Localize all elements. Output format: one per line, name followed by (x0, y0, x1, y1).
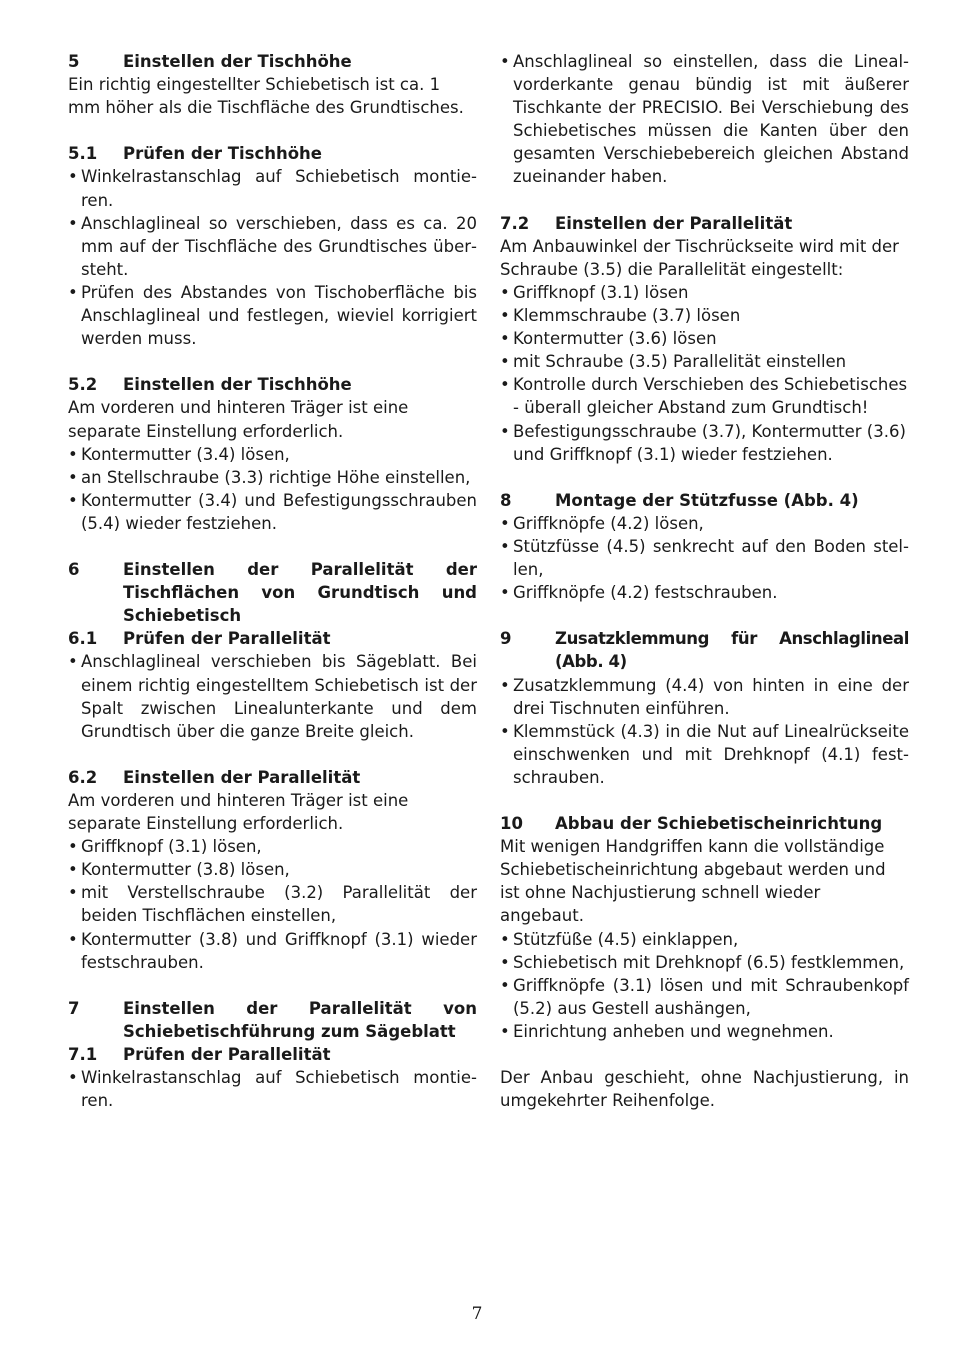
section-7-2 (500, 212, 909, 466)
section-5-2 (68, 373, 477, 535)
list-item: • Klemmschraube (3.7) lösen (500, 304, 909, 327)
closing-paragraph (500, 1066, 909, 1112)
list-item: • Griffknöpfe (3.1) lösen und mit Schraubenkopf (5.2) aus Gestell aushängen, (500, 974, 909, 1020)
section-heading: 5.2 Einstellen der Tischhöhe (68, 375, 352, 395)
section-7-1-continued (500, 50, 909, 189)
section-heading: 8 Montage der Stützfusse (Abb. 4) (500, 490, 859, 510)
section-heading: 6.2 Einstellen der Parallelität (68, 767, 361, 787)
list-item: • Stützfüsse (4.5) senkrecht auf den Boden stellen, (500, 535, 909, 581)
paragraph: Am Anbauwinkel der Tischrückseite wird mit der Schraube (3.5) die Parallelität eingestellt: (500, 236, 899, 279)
list-item: • Kontermutter (3.4) und Befestigungsschrauben (5.4) wieder festziehen. (68, 489, 477, 535)
paragraph: Am vorderen und hinteren Träger ist eine separate Einstellung erforderlich. (68, 791, 409, 834)
list-item: • Winkelrastanschlag auf Schiebetisch montieren. (68, 1066, 477, 1112)
list-item: • mit Schraube (3.5) Parallelität einstellen (500, 350, 909, 373)
paragraph: Der Anbau geschieht, ohne Nachjustierung, in umgekehrter Reihenfolge. (500, 1068, 909, 1111)
paragraph: Mit wenigen Handgriffen kann die vollständige Schiebetischeinrichtung abgebaut werden und ist ohne Nachjustierung schnell wieder angebaut. (500, 837, 886, 926)
page-number: 7 (471, 1304, 483, 1324)
subsection-heading-6-1: 6.1 Prüfen der Parallelität (68, 629, 331, 649)
list-item: • Winkelrastanschlag auf Schiebetisch montieren. (68, 165, 477, 211)
section-6-2 (68, 766, 477, 974)
list-item: • Klemmstück (4.3) in die Nut auf Linealrückseite einschwenken und mit Drehknopf (4.1) festschrauben. (500, 720, 909, 789)
section-7 (68, 997, 477, 1112)
list-item: • Kontermutter (3.4) lösen, (68, 443, 477, 466)
list-item: • Griffknöpfe (4.2) festschrauben. (500, 581, 909, 604)
list-item: • Kontermutter (3.8) und Griffknopf (3.1) wieder festschrauben. (68, 928, 477, 974)
section-heading: 7 Einstellen der Parallelität von Schiebetischführung zum Sägeblatt (68, 998, 477, 1041)
list-item: • Einrichtung anheben und wegnehmen. (500, 1020, 909, 1043)
list-item: • Anschlaglineal so verschieben, dass es ca. 20 mm auf der Tischfläche des Grundtisches übersteht. (68, 212, 477, 281)
list-item: • Prüfen des Abstandes von Tischoberfläche bis Anschlaglineal und festlegen, wieviel korrigiert werden muss. (68, 281, 477, 350)
section-heading: 5 Einstellen der Tischhöhe (68, 52, 352, 71)
section-10 (500, 812, 909, 1043)
list-item: • mit Verstellschraube (3.2) Parallelität der beiden Tischflächen einstellen, (68, 881, 477, 927)
list-item: • Zusatzklemmung (4.4) von hinten in eine der drei Tischnuten einführen. (500, 674, 909, 720)
list-item: • Kontermutter (3.6) lösen (500, 327, 909, 350)
left-column (68, 50, 477, 1135)
paragraph: Ein richtig eingestellter Schiebetisch ist ca. 1 mm höher als die Tischfläche des Grundtisches. (68, 75, 464, 118)
list-item: • Kontrolle durch Verschieben des Schiebetisches - überall gleicher Abstand zum Grundtisch! (500, 373, 909, 419)
section-heading: 9 Zusatzklemmung für Anschlaglineal (Abb. 4) (500, 629, 909, 672)
section-8 (500, 489, 909, 604)
list-item: • Kontermutter (3.8) lösen, (68, 858, 477, 881)
section-9 (500, 627, 909, 789)
paragraph: Am vorderen und hinteren Träger ist eine separate Einstellung erforderlich. (68, 398, 409, 441)
section-heading: 10 Abbau der Schiebetischeinrichtung (500, 814, 883, 834)
list-item: • Griffknopf (3.1) lösen, (68, 835, 477, 858)
section-heading: 5.1 Prüfen der Tischhöhe (68, 144, 322, 164)
list-item: • Stützfüße (4.5) einklappen, (500, 928, 909, 951)
list-item: • Anschlaglineal verschieben bis Sägeblatt. Bei einem richtig eingestelltem Schiebetisch ist der Spalt zwischen Linealunterkante und dem Grundtisch über die ganze Breite gleich. (68, 650, 477, 742)
list-item: • Griffknöpfe (4.2) lösen, (500, 512, 909, 535)
list-item: • an Stellschraube (3.3) richtige Höhe einstellen, (68, 466, 477, 489)
section-5-1 (68, 142, 477, 350)
section-heading: 7.2 Einstellen der Parallelität (500, 213, 793, 233)
right-column (500, 50, 909, 1135)
list-item: • Schiebetisch mit Drehknopf (6.5) festklemmen, (500, 951, 909, 974)
section-5 (68, 50, 477, 119)
section-heading: 6 Einstellen der Parallelität der Tischflächen von Grundtisch und Schiebetisch (68, 560, 477, 626)
subsection-heading-7-1: 7.1 Prüfen der Parallelität (68, 1045, 331, 1065)
list-item: • Anschlaglineal so einstellen, dass die Linealvorderkante genau bündig ist mit äußerer Tischkante der PRECISIO. Bei Verschiebung des Schiebetisches müssen die Kanten über den gesamten Verschiebebereich gleichen Abstand zueinander haben. (500, 50, 909, 189)
section-6 (68, 558, 477, 743)
list-item: • Befestigungsschraube (3.7), Kontermutter (3.6) und Griffknopf (3.1) wieder festziehen. (500, 420, 909, 466)
list-item: • Griffknopf (3.1) lösen (500, 281, 909, 304)
